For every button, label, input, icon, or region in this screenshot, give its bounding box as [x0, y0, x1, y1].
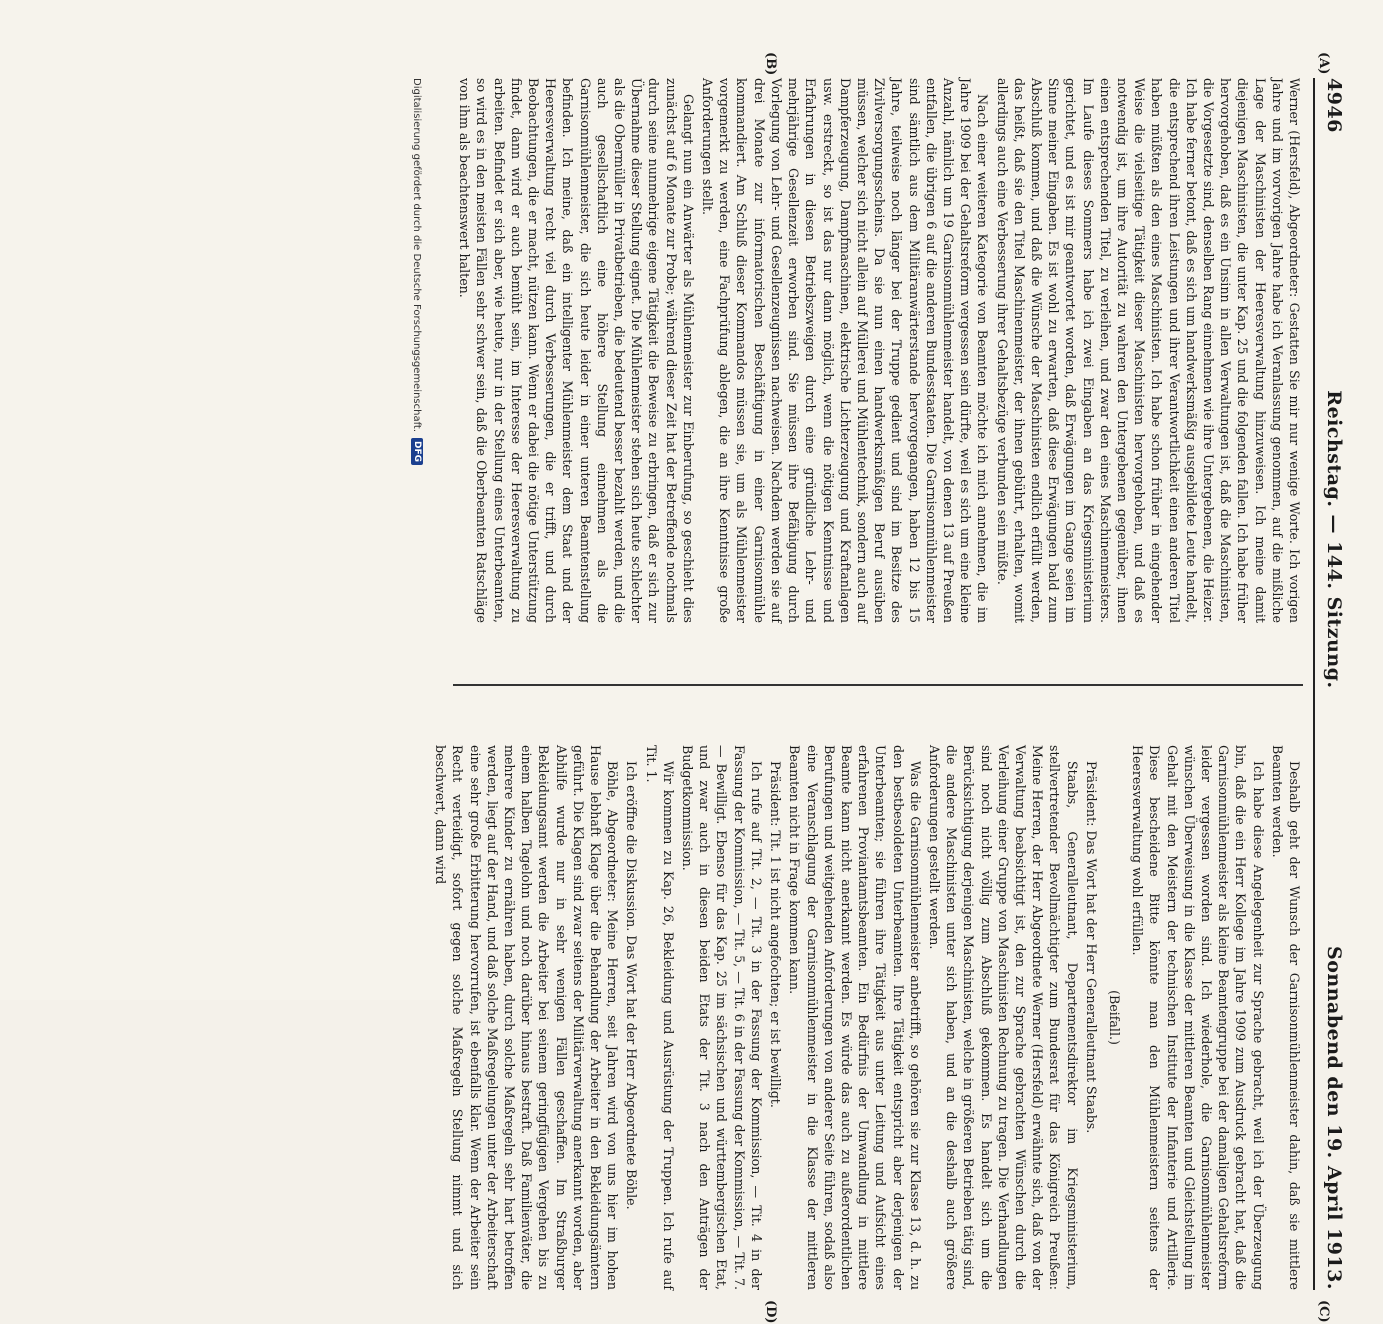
paragraph: Ich habe diese Angelegenheit zur Sprache gebracht, weil ich der Überzeugung bin, daß die ein Herr Kollege im Jahre 1909 zum Ausdruck gebracht hat, daß die Garnisonmühlenmeister als kleine Beamtengruppe bei der damaligen Gehaltsreform leider vergessen worden sind. Ich wiederhole, die Garnisonmühlenmeister wünschen Überweisung in die Klasse der mittleren Beamten und Gleichstellung im Gehalt mit den Meistern der technischen Institute der Infanterie und Artillerie. Diese bescheidene Bitte könnte man den Mühlenmeistern seitens der Heeresverwaltung wohl erfüllen.: [1130, 745, 1266, 1290]
paragraph: Präsident: Tit. 1 ist nicht angefochten; er ist bewilligt.: [768, 761, 784, 1108]
paragraph: Nach einer weiteren Kategorie von Beamten möchte ich mich annehmen, die im Jahre 1909 bei der Gehaltsreform vergessen sein dürfte, weil es sich um eine kleine Anzahl, nämlich um 19 Garnisonmühlenmeister handelt, von denen 13 auf Preußen entfallen, die übrigen 6 auf die anderen Bundesstaaten. Die Garnisonmühlenmeister sind sämtlich aus dem Militäranwärterstande hervorgegangen, haben 12 bis 15 Jahre, teilweise noch länger bei der Truppe gedient und sind im Besitze des Zivilversorgungsscheins. Da sie nun einen handwerksmäßigen Beruf ausüben müssen, welcher sich nicht allein auf Müllerei und Mühlentechnik, sondern auch auf Dampferzeugung, Dampfmaschinen, elektrische Lichterzeugung und Kraftanlagen usw. erstreckt, so ist das nur dann möglich, wenn die nötigen Kenntnisse und Erfahrungen in diesen Betriebszweigen durch eine gründliche Lehr- und mehrjährige Gesellenzeit erworben sind. Sie müssen ihre Befähigung durch Vorlegung von Lehr- und Gesellenzeugnissen nachweisen. Nachdem werden sie auf drei Monate zur informatorischen Beschäftigung in einer Garnisonmühle kommandiert. Am Schluß dieser Kommandos müssen sie, um als Mühlenmeister vorgemerkt zu werden, eine Fachprüfung ablegen, die an ihre Kenntnisse große Anforderungen stellt.: [700, 78, 991, 623]
paragraph: Böhle, Abgeordneter: Meine Herren, seit Jahren wird von uns hier im hohen Hause lebhaft Klage über die Behandlung der Arbeiter in den Bekleidungsämtern geführt. Die Klagen sind zwar seitens der Militärverwaltung anerkannt worden, aber Abhilfe wurde nur in sehr wenigen Fällen geschaffen. Im Straßburger Bekleidungsamt werden die Arbeiter bei seinem geringfügigen Vergehen bis zu einem halben Tagelohn und noch darüber hinaus bestraft. Daß Familienväter, die mehrere Kinder zu ernähren haben, durch solche Maßregeln sehr hart betroffen werden, liegt auf der Hand, und daß solche Maßregelungen unter der Arbeiterschaft eine sehr große Erbitterung hervorrufen, ist ebenfalls klar. Wenn der Arbeiter sein Recht verteidigt, sofort gegen solche Maßregeln Stellung nimmt und sich beschwert, dann wird: [433, 745, 621, 1290]
paragraph: Werner (Hersfeld), Abgeordneter: Gestatten Sie mir nur wenige Worte. Ich vorigen Jahre und im vorvorigen Jahre habe ich Veranlassung genommen, auf die mißliche Lage der Maschinisten der Heeresverwaltung hinzuweisen. Ich meine damit diejenigen Maschinisten, die unter Kap. 25 und die folgenden fallen. Ich habe früher hervorgehoben, daß es ein Unsinn in allen Verwaltungen ist, daß die Maschinisten, die Vorgesetzte sind, denselben Rang einnehmen wie ihre Untergebenen, die Heizer. Ich habe ferner betont, daß es sich um handwerksmäßig ausgebildete Leute handelt, die entsprechend ihren Leistungen und ihrer Verantwortlichkeit einen anderen Titel haben müßten als den eines Maschinisten. Ich habe schon früher in eingehender Weise die vielseitige Tätigkeit dieser Maschinisten hervorgehoben, und daß es notwendig ist, um ihre Autorität zu wahren den Untergebenen gegenüber, ihnen einen entsprechenden Titel, zu verleihen, und zwar den eines Maschinenmeisters. Im Laufe dieses Sommers habe ich zwei Eingaben an das Kriegsministerium gerichtet, und es ist mir geantwortet worden, daß Erwägungen im Gange seien im Sinne meiner Eingaben. Es ist wohl zu erwarten, daß diese Erwägungen bald zum Abschluß kommen, und daß die Wünsche der Maschinisten endlich erfüllt werden, das heißt, daß sie den Titel Maschinenmeister, der ihnen gebührt, erhalten, womit allerdings auch eine Verbesserung ihrer Gehaltsbezüge verbunden sein müßte.: [994, 78, 1302, 623]
margin-marker-d: (D): [763, 1300, 778, 1324]
page-number: 4946: [1323, 78, 1345, 133]
margin-marker-b: (B): [763, 52, 778, 76]
paragraph: Gelangt nun ein Anwärter als Mühlenmeister zur Einberufung, so geschieht dies zunächst auf 6 Monate zur Probe; während dieser Zeit hat der Betreffende nochmals durch seine nunmehrige eigene Tätigkeit die Beweise zu erbringen, daß er sich zur Übernahme dieser Stellung eignet. Die Mühlenmeister stehen sich heute schlechter als die Obermüller in Privatbetrieben, die bedeutend besser bezahlt werden, und die auch gesellschaftlich eine höhere Stellung einnehmen als die Garnisonmühlenmeister, die sich heute leider in einer unteren Beamtenstellung befinden. Ich meine, daß ein intelligenter Mühlenmeister dem Staat und der Heeresverwaltung recht viel durch Verbesserungen, die er trifft, und durch Beobachtungen, die er macht, nützen kann. Wenn er dabei die nötige Unterstützung findet, dann wird er auch bemüht sein, im Interesse der Heeresverwaltung zu arbeiten. Befindet er sich aber, wie heute, nur in der Stellung eines Unterbeamten, so wird es in den meisten Fällen sehr schwer sein, daß die Oberbeamten Ratschläge von ihm als beachtenswert halten.: [457, 78, 696, 623]
page-header: [1323, 78, 1345, 1290]
dfg-logo: DFG: [411, 438, 423, 465]
paragraph: (Beifall.): [1106, 990, 1122, 1045]
paragraph: Präsident: Das Wort hat der Herr Generalleutnant Staabs.: [1083, 761, 1099, 1134]
paragraph: Wir kommen zu Kap. 26, Bekleidung und Ausrüstung der Truppen. Ich rufe auf Tit. 1.: [643, 745, 676, 1290]
page-title: Reichstag. — 144. Sitzung.: [1323, 390, 1345, 689]
paragraph: Ich eröffne die Diskussion. Das Wort hat der Herr Abgeordnete Böhle.: [624, 761, 640, 1210]
digitization-credit: [411, 78, 423, 465]
credit-text: Digitalisierung gefördert durch die Deutsche Forschungsgemeinschaft.: [411, 78, 423, 433]
column-divider: [453, 684, 1303, 686]
paragraph: Ich rufe auf Tit. 2, — Tit. 3 in der Fassung der Kommission, — Tit. 4 in der Fassung der Kommission, — Tit. 5, — Tit. 6 in der Fassung der Kommission, — Tit. 7. — Bewilligt. Ebenso für das Kap. 25 im sächsischen und württembergischen Etat, und zwar auch in diesen beiden Etats der Tit. 3 nach den Anträgen der Budgetkommission.: [680, 745, 764, 1290]
margin-marker-a: (A): [1316, 52, 1331, 75]
paragraph: Staabs, Generalleutnant, Departementsdirektor im Kriegsministerium, stellvertretender Bevollmächtigter zum Bundesrat für das Königreich Preußen: Meine Herren, der Herr Abgeordnete Werner (Hersfeld) erwähnte sich, daß von der Verwaltung beabsichtigt ist, den zur Sprache gebrachten Wünschen durch die Verleihung einer Gruppe von Maschinisten Rechnung zu tragen. Die Verhandlungen sind noch nicht völlig zum Abschluß gekommen. Es handelt sich um die Berücksichtigung derjenigen Maschinisten, welche in größeren Betrieben tätig sind, die andere Maschinisten unter sich haben, und an die deshalb auch größere Anforderungen gestellt werden.: [926, 745, 1080, 1290]
margin-marker-c: (C): [1316, 1300, 1331, 1323]
header-rule: [1313, 78, 1315, 1290]
paragraph: Was die Garnisonmühlenmeister anbetrifft, so gehören sie zur Klasse 13, d. h. zu den bestbesoldeten Unterbeamten. Ihre Tätigkeit entspricht aber derjenigen der Unterbeamten; sie führen ihre Tätigkeit aus unter Leitung und Aufsicht eines erfahrenen Proviantamtsbeamten. Ein Bedürfnis der Umwandlung in mittlere Beamte kann nicht anerkannt werden. Es würde das auch zu außerordentlichen Berufungen und weitgehenden Anforderungen von anderer Seite führen, sodaß also eine Veranschlagung der Garnisonmühlenmeister in die Klasse der mittleren Beamten nicht in Frage kommen kann.: [787, 745, 923, 1290]
left-text-column: [453, 78, 1303, 623]
page-date: Sonnabend den 19. April 1913.: [1323, 946, 1345, 1290]
right-text-column: [433, 745, 1303, 1290]
paragraph: Deshalb geht der Wunsch der Garnisonmühlenmeister dahin, daß sie mittlere Beamten werden.: [1269, 745, 1302, 1290]
